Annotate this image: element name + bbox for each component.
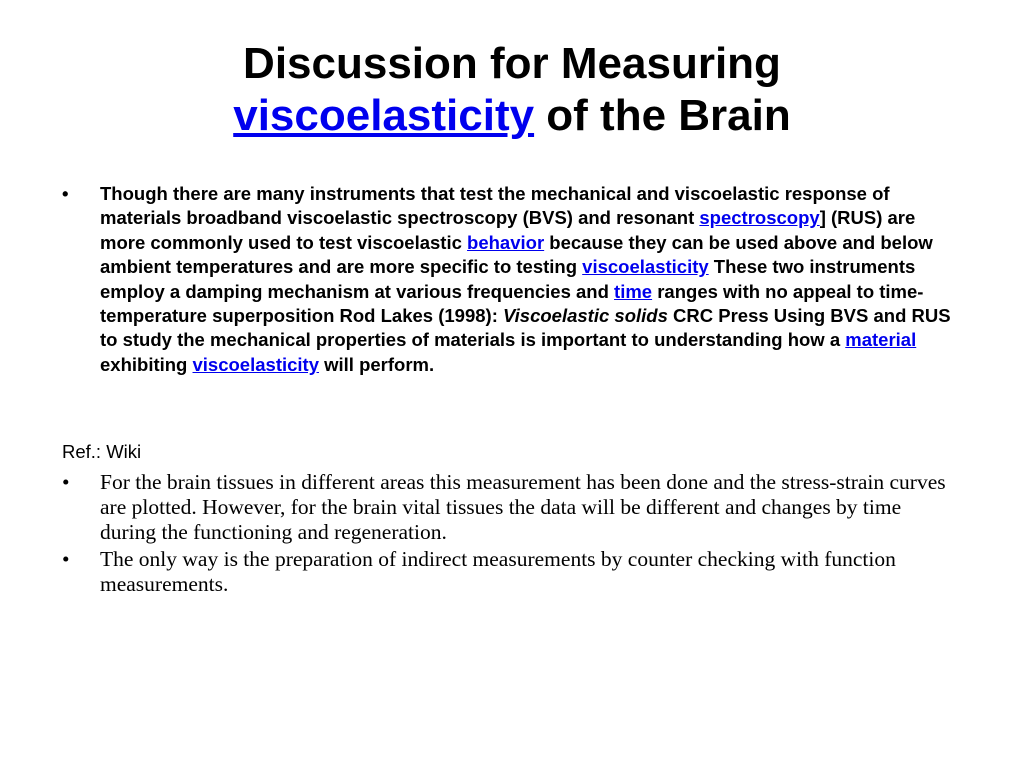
viscoelasticity-link-2[interactable]: viscoelasticity xyxy=(192,353,319,375)
bullet-text-8: will perform. xyxy=(319,353,435,375)
bold-bullet-list xyxy=(62,182,962,377)
reference-text: Ref.: Wiki xyxy=(62,441,142,462)
spectroscopy-link[interactable]: spectroscopy xyxy=(699,207,820,229)
viscoelasticity-link-1[interactable]: viscoelasticity xyxy=(582,256,709,278)
bullet-text-2: ] (RUS) are more commonly used to test viscoelastic xyxy=(100,207,916,253)
bullet-text-5: ranges with no appeal to time-temperature superposition Rod Lakes (1998): xyxy=(100,280,924,327)
title-line-2 xyxy=(0,90,1024,142)
material-link[interactable]: material xyxy=(845,329,917,351)
book-title: Viscoelastic solids xyxy=(503,305,668,327)
bullet-text-7: exhibiting xyxy=(100,353,193,375)
serif-bullet-list xyxy=(62,470,962,599)
bullet-text-1: Though there are many instruments that test the mechanical and viscoelastic response of materials broadband viscoelastic spectroscopy (BVS) and resonant xyxy=(100,183,890,229)
bullet-text: The only way is the preparation of indirect measurements by counter checking with function measurements. xyxy=(100,547,896,596)
bullet-marker: • xyxy=(62,547,70,571)
behavior-link[interactable]: behavior xyxy=(467,231,545,253)
time-link[interactable]: time xyxy=(614,280,653,302)
bullet-text-3: because they can be used above and below ambient temperatures and are more specific to testing xyxy=(100,231,933,278)
bullet-brain-tissues xyxy=(62,470,962,545)
title-rest: of the Brain xyxy=(534,91,791,140)
bullet-instruments xyxy=(62,182,962,377)
bullet-text-6: CRC Press Using BVS and RUS to study the mechanical properties of materials is important to understanding how a xyxy=(100,305,951,351)
title-line-1: Discussion for Measuring xyxy=(243,39,781,88)
bullet-indirect-measurements xyxy=(62,547,962,597)
bullet-marker: • xyxy=(62,470,70,494)
bullet-marker: • xyxy=(62,183,69,204)
bullet-text: For the brain tissues in different areas this measurement has been done and the stress-strain curves are plotted. However, for the brain vital tissues the data will be different and changes by time during the functioning and regeneration. xyxy=(100,470,946,544)
slide-title xyxy=(0,38,1024,142)
bullet-text-4: These two instruments employ a damping mechanism at various frequencies and xyxy=(100,256,916,302)
title-viscoelasticity-link[interactable]: viscoelasticity xyxy=(233,91,535,140)
